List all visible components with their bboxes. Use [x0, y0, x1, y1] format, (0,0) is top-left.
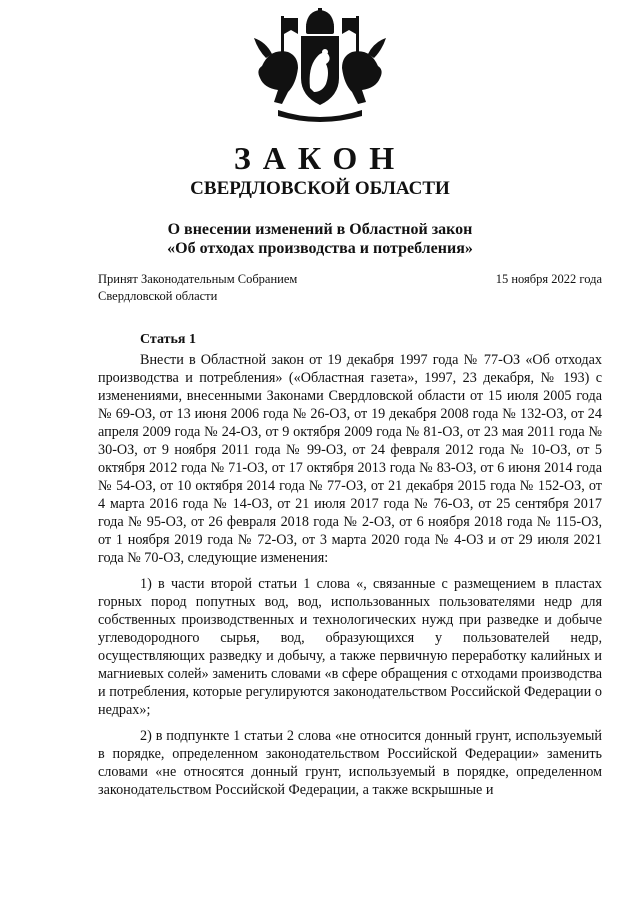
paragraph-item-2: 2) в подпункте 1 статьи 2 слова «не относится донный грунт, используемый в порядке, определенном законодательством Российской Федерации» заменить словами «не относятся донный грунт, используемый в порядке, определенном законодательством Российской Федерации, а также вскрышные и	[98, 728, 602, 798]
region-name: СВЕРДЛОВСКОЙ ОБЛАСТИ	[190, 178, 450, 199]
article-title: Статья 1	[140, 332, 196, 347]
document-type: ЗАКОН	[233, 140, 407, 176]
paragraph-intro: Внести в Областной закон от 19 декабря 1997 года № 77-ОЗ «Об отходах производства и потребления» («Областная газета», 1997, 23 декабря, № 193) с изменениями, внесенными Законами Свердловской области от 15 июля 2005 года № 69-ОЗ, от 13 июня 2006 года № 26-ОЗ, от 19 декабря 2008 года № 132-ОЗ, от 24 апреля 2009 года № 24-ОЗ, от 9 октября 2009 года № 81-ОЗ, от 23 мая 2011 года № 30-ОЗ, от 9 ноября 2011 года № 99-ОЗ, от 24 февраля 2012 года № 10-ОЗ, от 5 октября 2012 года № 71-ОЗ, от 17 октября 2013 года № 83-ОЗ, от 6 июня 2014 года № 54-ОЗ, от 10 октября 2014 года № 77-ОЗ, от 21 декабря 2015 года № 152-ОЗ, от 4 марта 2016 года № 14-ОЗ, от 21 июля 2017 года № 76-ОЗ, от 25 сентября 2017 года № 95-ОЗ, от 26 февраля 2018 года № 2-ОЗ, от 6 ноября 2018 года № 115-ОЗ, от 1 ноября 2019 года № 72-ОЗ, от 3 марта 2020 года № 4-ОЗ и от 29 июля 2021 года № 70-ОЗ, следующие изменения:	[98, 352, 602, 566]
coat-of-arms-sverdlovsk-icon	[248, 8, 392, 128]
paragraph-item-1: 1) в части второй статьи 1 слова «, связанные с размещением в пластах горных пород попутных вод, вод, использованных пользователями недр для собственных производственных и технологических нужд при разведке и добыче углеводородного сырья, вод, образующихся у пользователей недр, осуществляющих разведку и добычу, а также первичную переработку калийных и магниевых солей» заменить словами «в сфере обращения с отходами производства и потребления, которые регулируются законодательством Российской Федерации о недрах»;	[98, 576, 602, 718]
adoption-note	[98, 271, 297, 305]
adoption-line-1: Принят Законодательным Собранием	[98, 272, 298, 286]
adoption-date: 15 ноября 2022 года	[495, 272, 602, 286]
law-title-line-1: О внесении изменений в Областной закон	[167, 221, 473, 238]
adoption-line-2: Свердловской области	[98, 289, 218, 303]
article-body	[98, 351, 602, 807]
law-title	[0, 220, 640, 258]
law-title-line-2: «Об отходах производства и потребления»	[167, 240, 473, 257]
